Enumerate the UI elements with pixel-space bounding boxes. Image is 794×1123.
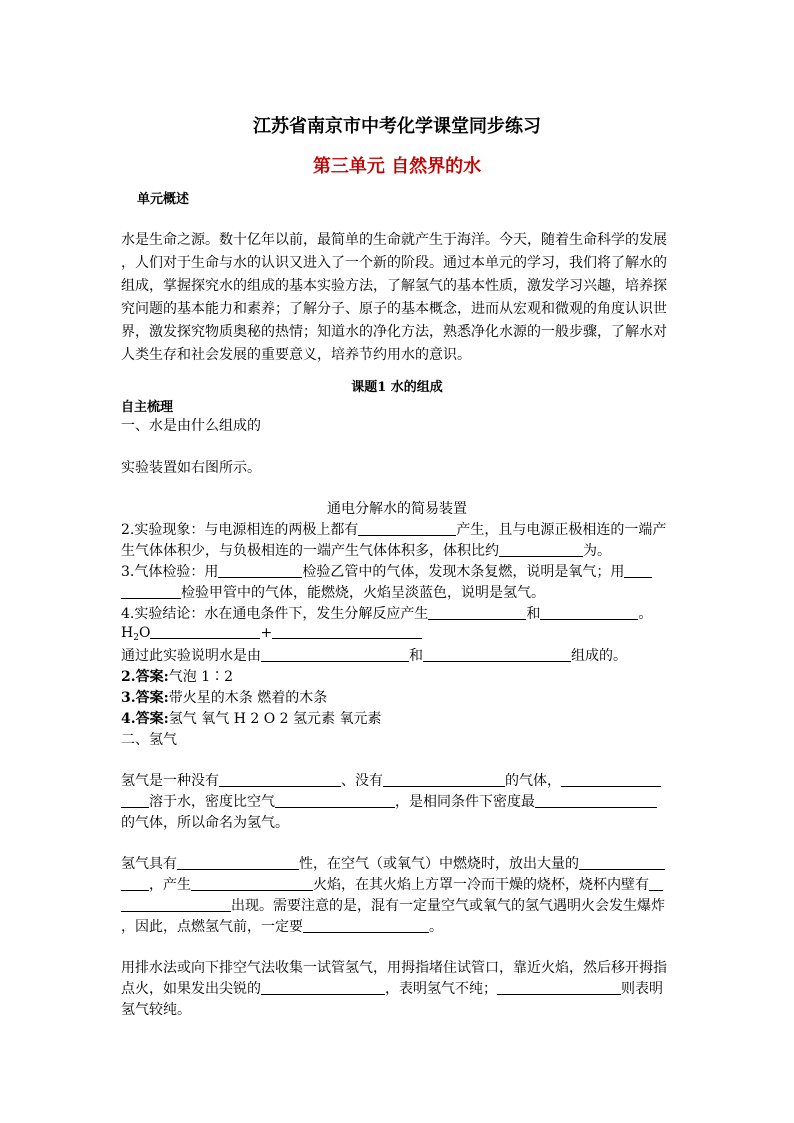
question-text: 的气体，	[505, 773, 561, 789]
question-3-cont	[121, 582, 545, 602]
apparatus-note: 实验装置如右图所示。	[121, 460, 261, 476]
overview-heading: 单元概述	[137, 192, 190, 207]
answer-blank[interactable]	[497, 980, 621, 995]
question-text: 。	[638, 606, 653, 622]
answer-blank[interactable]	[275, 793, 395, 808]
answer-blank[interactable]	[121, 793, 149, 808]
answer-blank[interactable]	[428, 605, 526, 620]
question-3	[121, 561, 652, 581]
answer-2	[121, 666, 233, 686]
question-text: 氢气是一种没有	[121, 773, 219, 789]
answer-4	[121, 708, 381, 728]
conclusion-line	[121, 645, 627, 665]
answer-blank[interactable]	[218, 563, 302, 578]
hydrogen-p3-line3: 氢气较纯。	[121, 1002, 191, 1018]
question-text: 点火，如果发出尖锐的	[121, 981, 261, 997]
section-heading: 一、水是由什么组成的	[121, 418, 261, 434]
answer-blank[interactable]	[624, 563, 652, 578]
lesson-title: 课题1 水的组成	[351, 380, 443, 395]
answer-blank[interactable]	[499, 542, 583, 557]
overview-line: 人类生存和社会发展的重要意义，培养节约用水的意识。	[121, 347, 471, 363]
figure-caption: 通电分解水的简易装置	[327, 501, 467, 517]
answer-blank[interactable]	[579, 855, 665, 870]
question-text: 溶于水，密度比空气	[149, 794, 275, 810]
answer-blank[interactable]	[191, 876, 313, 891]
question-text: 和	[526, 606, 541, 622]
answer-label: 3.答案:	[121, 690, 169, 706]
hydrogen-p1-line2	[121, 791, 657, 811]
plus-sign: +	[260, 625, 273, 641]
question-text: 出现。需要注意的是，混有一定量空气或氧气的氢气遇明火会发生爆炸	[231, 898, 665, 914]
question-text: 2.实验现象：与电源相连的两极上都有	[121, 522, 359, 538]
hydrogen-p1-line1	[121, 770, 661, 790]
answer-blank[interactable]	[150, 624, 260, 639]
question-text: 则表明	[621, 981, 663, 997]
hydrogen-p2-line3	[121, 895, 665, 915]
answer-blank[interactable]	[303, 918, 429, 933]
question-text: 性，在空气（或氧气）中燃烧时，放出大量的	[299, 856, 579, 872]
reaction-equation	[121, 624, 422, 643]
question-2-cont	[121, 540, 611, 560]
question-2	[121, 519, 666, 539]
answer-blank[interactable]	[358, 521, 456, 536]
answer-label: 4.答案:	[121, 711, 169, 727]
question-text: 组成的。	[571, 648, 627, 664]
section-heading: 二、氢气	[121, 732, 177, 748]
answer-blank[interactable]	[177, 855, 299, 870]
hydrogen-p2-line1	[121, 853, 665, 873]
question-text: ，表明氢气不纯；	[385, 981, 497, 997]
answer-text: 气泡 1∶2	[168, 669, 234, 685]
overview-line: 究问题的基本能力和素养；了解分子、原子的基本概念，进而从宏观和微观的角度认识世	[121, 301, 667, 317]
question-text: 为。	[583, 543, 611, 559]
unit-title: 第三单元 自然界的水	[312, 156, 482, 177]
hydrogen-p3-line2	[121, 978, 663, 998]
overview-line: 界，激发探究物质奥秘的热情；知道水的净化方法，熟悉净化水源的一般步骤，了解水对	[121, 324, 667, 340]
question-text: ，因此，点燃氢气前，一定要	[121, 919, 303, 935]
overview-line: 组成，掌握探究水的组成的基本实验方法，了解氢气的基本性质，激发学习兴趣，培养探	[121, 278, 667, 294]
page-title: 江苏省南京市中考化学课堂同步练习	[253, 116, 541, 137]
hydrogen-p1-line3: 的气体，所以命名为氢气。	[121, 815, 289, 831]
hydrogen-p3-line1: 用排水法或向下排空气法收集一试管氢气，用拇指堵住试管口，靠近火焰，然后移开拇指	[121, 960, 667, 976]
formula-sub: 2	[133, 633, 139, 643]
question-text: ，是相同条件下密度最	[395, 794, 535, 810]
formula-o: O	[138, 625, 151, 641]
question-text: ，产生	[149, 877, 191, 893]
question-text: 检验乙管中的气体，发现木条复燃，说明是氧气；用	[302, 564, 625, 580]
answer-blank[interactable]	[121, 897, 231, 912]
question-4	[121, 603, 652, 623]
question-text: 火焰，在其火焰上方罩一冷而干燥的烧杯，烧杯内壁有	[313, 877, 649, 893]
answer-blank[interactable]	[121, 584, 181, 599]
answer-blank[interactable]	[535, 793, 657, 808]
answer-label: 2.答案:	[121, 669, 169, 685]
answer-blank[interactable]	[272, 624, 422, 639]
question-text: 产生，且与电源正极相连的一端产	[456, 522, 667, 538]
answer-blank[interactable]	[383, 772, 505, 787]
answer-blank[interactable]	[561, 772, 661, 787]
question-text: 生气体体积少，与负极相连的一端产生气体体积多，体积比约	[121, 543, 499, 559]
hydrogen-p2-line2	[121, 874, 663, 894]
question-text: 和	[409, 648, 423, 664]
answer-blank[interactable]	[219, 772, 341, 787]
answer-text: 氢气 氧气 H 2 O 2 氢元素 氧元素	[168, 711, 382, 727]
question-text: 通过此实验说明水是由	[121, 648, 261, 664]
answer-blank[interactable]	[261, 647, 409, 662]
overview-line: 水是生命之源。数十亿年以前，最简单的生命就产生于海洋。今天，随着生命科学的发展	[121, 232, 667, 248]
answer-text: 带火星的木条 燃着的木条	[168, 690, 328, 706]
question-text: 3.气体检验：用	[121, 564, 219, 580]
answer-blank[interactable]	[540, 605, 638, 620]
question-text: 4.实验结论：水在通电条件下，发生分解反应产生	[121, 606, 429, 622]
answer-blank[interactable]	[423, 647, 571, 662]
overview-line: ，人们对于生命与水的认识又进入了一个新的阶段。通过本单元的学习，我们将了解水的	[121, 255, 667, 271]
answer-3	[121, 687, 327, 707]
hydrogen-p2-line4	[121, 916, 443, 936]
formula-h: H	[121, 625, 134, 641]
answer-blank[interactable]	[261, 980, 385, 995]
question-text: 、没有	[341, 773, 383, 789]
question-text: 。	[429, 919, 443, 935]
answer-blank[interactable]	[121, 876, 149, 891]
study-heading: 自主梳理	[121, 400, 174, 415]
question-text: 检验甲管中的气体，能燃烧，火焰呈淡蓝色，说明是氢气。	[181, 585, 545, 601]
answer-blank[interactable]	[649, 876, 663, 891]
question-text: 氢气具有	[121, 856, 177, 872]
